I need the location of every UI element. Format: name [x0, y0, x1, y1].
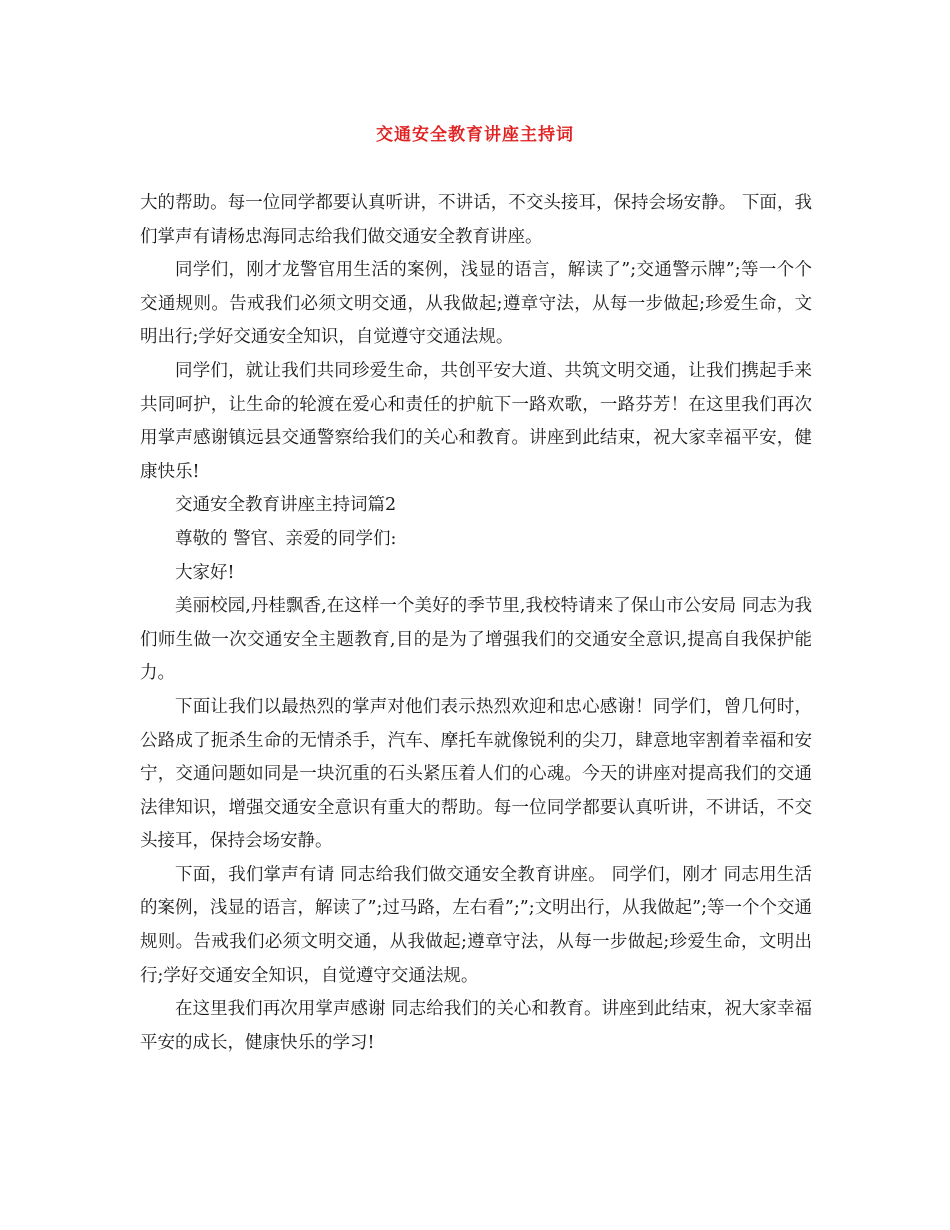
document-title: 交通安全教育讲座主持词 [376, 125, 574, 145]
paragraph-2: 同学们，刚才龙警官用生活的案例，浅显的语言，解读了”;交通警示牌”;等一个个交通规则。告戒我们必须文明交通，从我做起;遵章守法，从每一步做起;珍爱生命，文明出行;学好交通安全知识，自觉遵守交通法规。 [140, 260, 812, 348]
paragraph-10: 在这里我们再次用掌声感谢 同志给我们的关心和教育。讲座到此结束，祝大家幸福平安的成长，健康快乐的学习! [140, 999, 812, 1053]
paragraph-8: 下面让我们以最热烈的掌声对他们表示热烈欢迎和忠心感谢！同学们，曾几何时，公路成了扼杀生命的无情杀手，汽车、摩托车就像锐利的尖刀，肆意地宰割着幸福和安宁，交通问题如同是一块沉重的石头紧压着人们的心魂。今天的讲座对提高我们的交通法律知识，增强交通安全意识有重大的帮助。每一位同学都要认真听讲，不讲话，不交头接耳，保持会场安静。 [140, 696, 812, 852]
greeting: 大家好! [175, 562, 235, 583]
salutation: 尊敬的 警官、亲爱的同学们: [175, 528, 397, 549]
paragraph-7: 美丽校园,丹桂飘香,在这样一个美好的季节里,我校特请来了保山市公安局 同志为我们师生做一次交通安全主题教育,目的是为了增强我们的交通安全意识,提高自我保护能力。 [140, 596, 812, 684]
document-body [140, 187, 812, 1060]
paragraph-9: 下面，我们掌声有请 同志给我们做交通安全教育讲座。 同学们，刚才 同志用生活的案例，浅显的语言，解读了”;过马路，左右看”;”;文明出行，从我做起”;等一个个交通规则。告戒我们必须文明交通，从我做起;遵章守法，从每一步做起;珍爱生命，文明出行;学好交通安全知识，自觉遵守交通法规。 [140, 864, 812, 986]
section-heading: 交通安全教育讲座主持词篇2 [175, 495, 397, 516]
paragraph-3: 同学们，就让我们共同珍爱生命，共创平安大道、共筑文明交通，让我们携起手来共同呵护，让生命的轮渡在爱心和责任的护航下一路欢歌，一路芬芳！在这里我们再次用掌声感谢镇远县交通警察给我们的关心和教育。讲座到此结束，祝大家幸福平安，健康快乐! [140, 360, 812, 482]
paragraph-1: 大的帮助。每一位同学都要认真听讲，不讲话，不交头接耳，保持会场安静。 下面，我们掌声有请杨忠海同志给我们做交通安全教育讲座。 [140, 193, 812, 247]
